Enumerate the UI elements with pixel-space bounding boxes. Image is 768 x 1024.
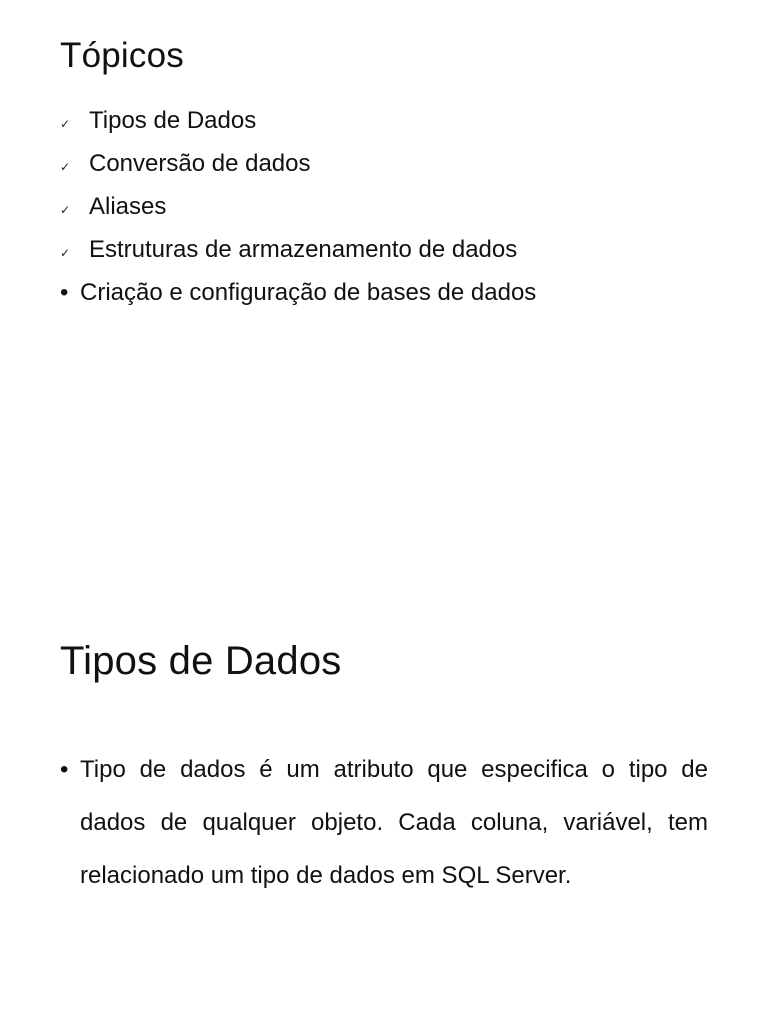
bullet-icon: • bbox=[60, 756, 69, 783]
list-item bbox=[60, 189, 536, 232]
data-types-paragraph: Tipo de dados é um atributo que especifica o tipo de dados de qualquer objeto. Cada coluna, variável, tem relacionado um tipo de dados em SQL Server. bbox=[80, 756, 708, 889]
list-item bbox=[60, 103, 536, 146]
list-item bbox=[60, 146, 536, 189]
list-item-text: Aliases bbox=[89, 193, 167, 220]
data-types-title: Tipos de Dados bbox=[60, 639, 342, 683]
check-icon: ✓ bbox=[60, 246, 71, 260]
list-item-text: Tipos de Dados bbox=[89, 107, 257, 134]
check-icon: ✓ bbox=[60, 160, 71, 174]
topics-list bbox=[60, 103, 536, 318]
check-icon: ✓ bbox=[60, 203, 71, 217]
list-item-text: Criação e configuração de bases de dados bbox=[80, 279, 537, 306]
slide-data-types bbox=[0, 512, 768, 1024]
list-item bbox=[60, 275, 536, 318]
list-item-text: Estruturas de armazenamento de dados bbox=[89, 236, 518, 263]
check-icon: ✓ bbox=[60, 117, 71, 131]
list-item-text: Conversão de dados bbox=[89, 150, 311, 177]
list-item bbox=[60, 232, 536, 275]
bullet-icon: • bbox=[60, 279, 69, 306]
data-types-bullet-block bbox=[60, 743, 708, 902]
topics-title: Tópicos bbox=[60, 36, 184, 75]
